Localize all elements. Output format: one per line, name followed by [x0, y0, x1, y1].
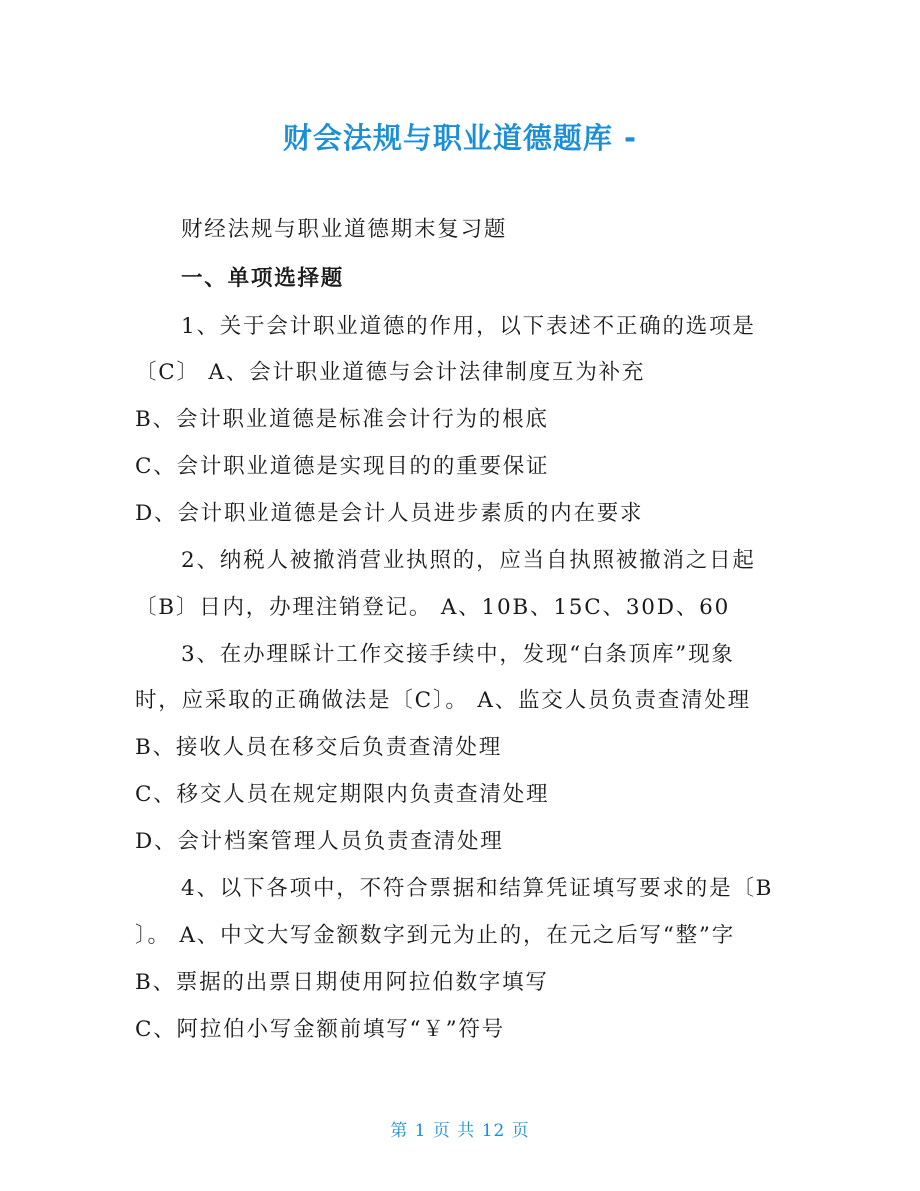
section-heading: 一、单项选择题 — [181, 266, 345, 291]
question-3-option-b: B、接收人员在移交后负责查清处理 — [135, 735, 503, 760]
question-3: 3、在办理睬计工作交接手续中，发现“白条顶库”现象 — [181, 642, 735, 667]
question-1: 1、关于会计职业道德的作用，以下表述不正确的选项是 — [181, 314, 756, 339]
document-title: 财会法规与职业道德题库 - — [282, 121, 638, 155]
subtitle: 财经法规与职业道德期末复习题 — [181, 217, 508, 242]
question-2-options: 〔B〕日内，办理注销登记。 A、10B、15C、30D、60 — [135, 595, 731, 620]
question-3-option-d: D、会计档案管理人员负责查清处理 — [135, 829, 504, 854]
question-1-option-b: B、会计职业道德是标准会计行为的根底 — [135, 407, 549, 432]
question-4-continued: 〕。 A、中文大写金额数字到元为止的，在元之后写“整”字 — [135, 923, 735, 948]
question-2: 2、纳税人被撤消营业执照的，应当自执照被撤消之日起 — [181, 548, 756, 573]
question-3-continued: 时，应采取的正确做法是〔C〕。 A、监交人员负责查清处理 — [135, 688, 751, 713]
question-1-option-c: C、会计职业道德是实现目的的重要保证 — [135, 454, 550, 479]
question-3-option-c: C、移交人员在规定期限内负责查清处理 — [135, 782, 550, 807]
question-1-answer-a: 〔C〕 A、会计职业道德与会计法律制度互为补充 — [135, 360, 646, 385]
question-1-option-d: D、会计职业道德是会计人员进步素质的内在要求 — [135, 501, 644, 526]
question-4-option-b: B、票据的出票日期使用阿拉伯数字填写 — [135, 970, 549, 995]
page-number: 第 1 页 共 12 页 — [390, 1121, 530, 1141]
question-4: 4、以下各项中，不符合票据和结算凭证填写要求的是〔B — [181, 876, 774, 901]
question-4-option-c: C、阿拉伯小写金额前填写“￥”符号 — [135, 1017, 506, 1042]
